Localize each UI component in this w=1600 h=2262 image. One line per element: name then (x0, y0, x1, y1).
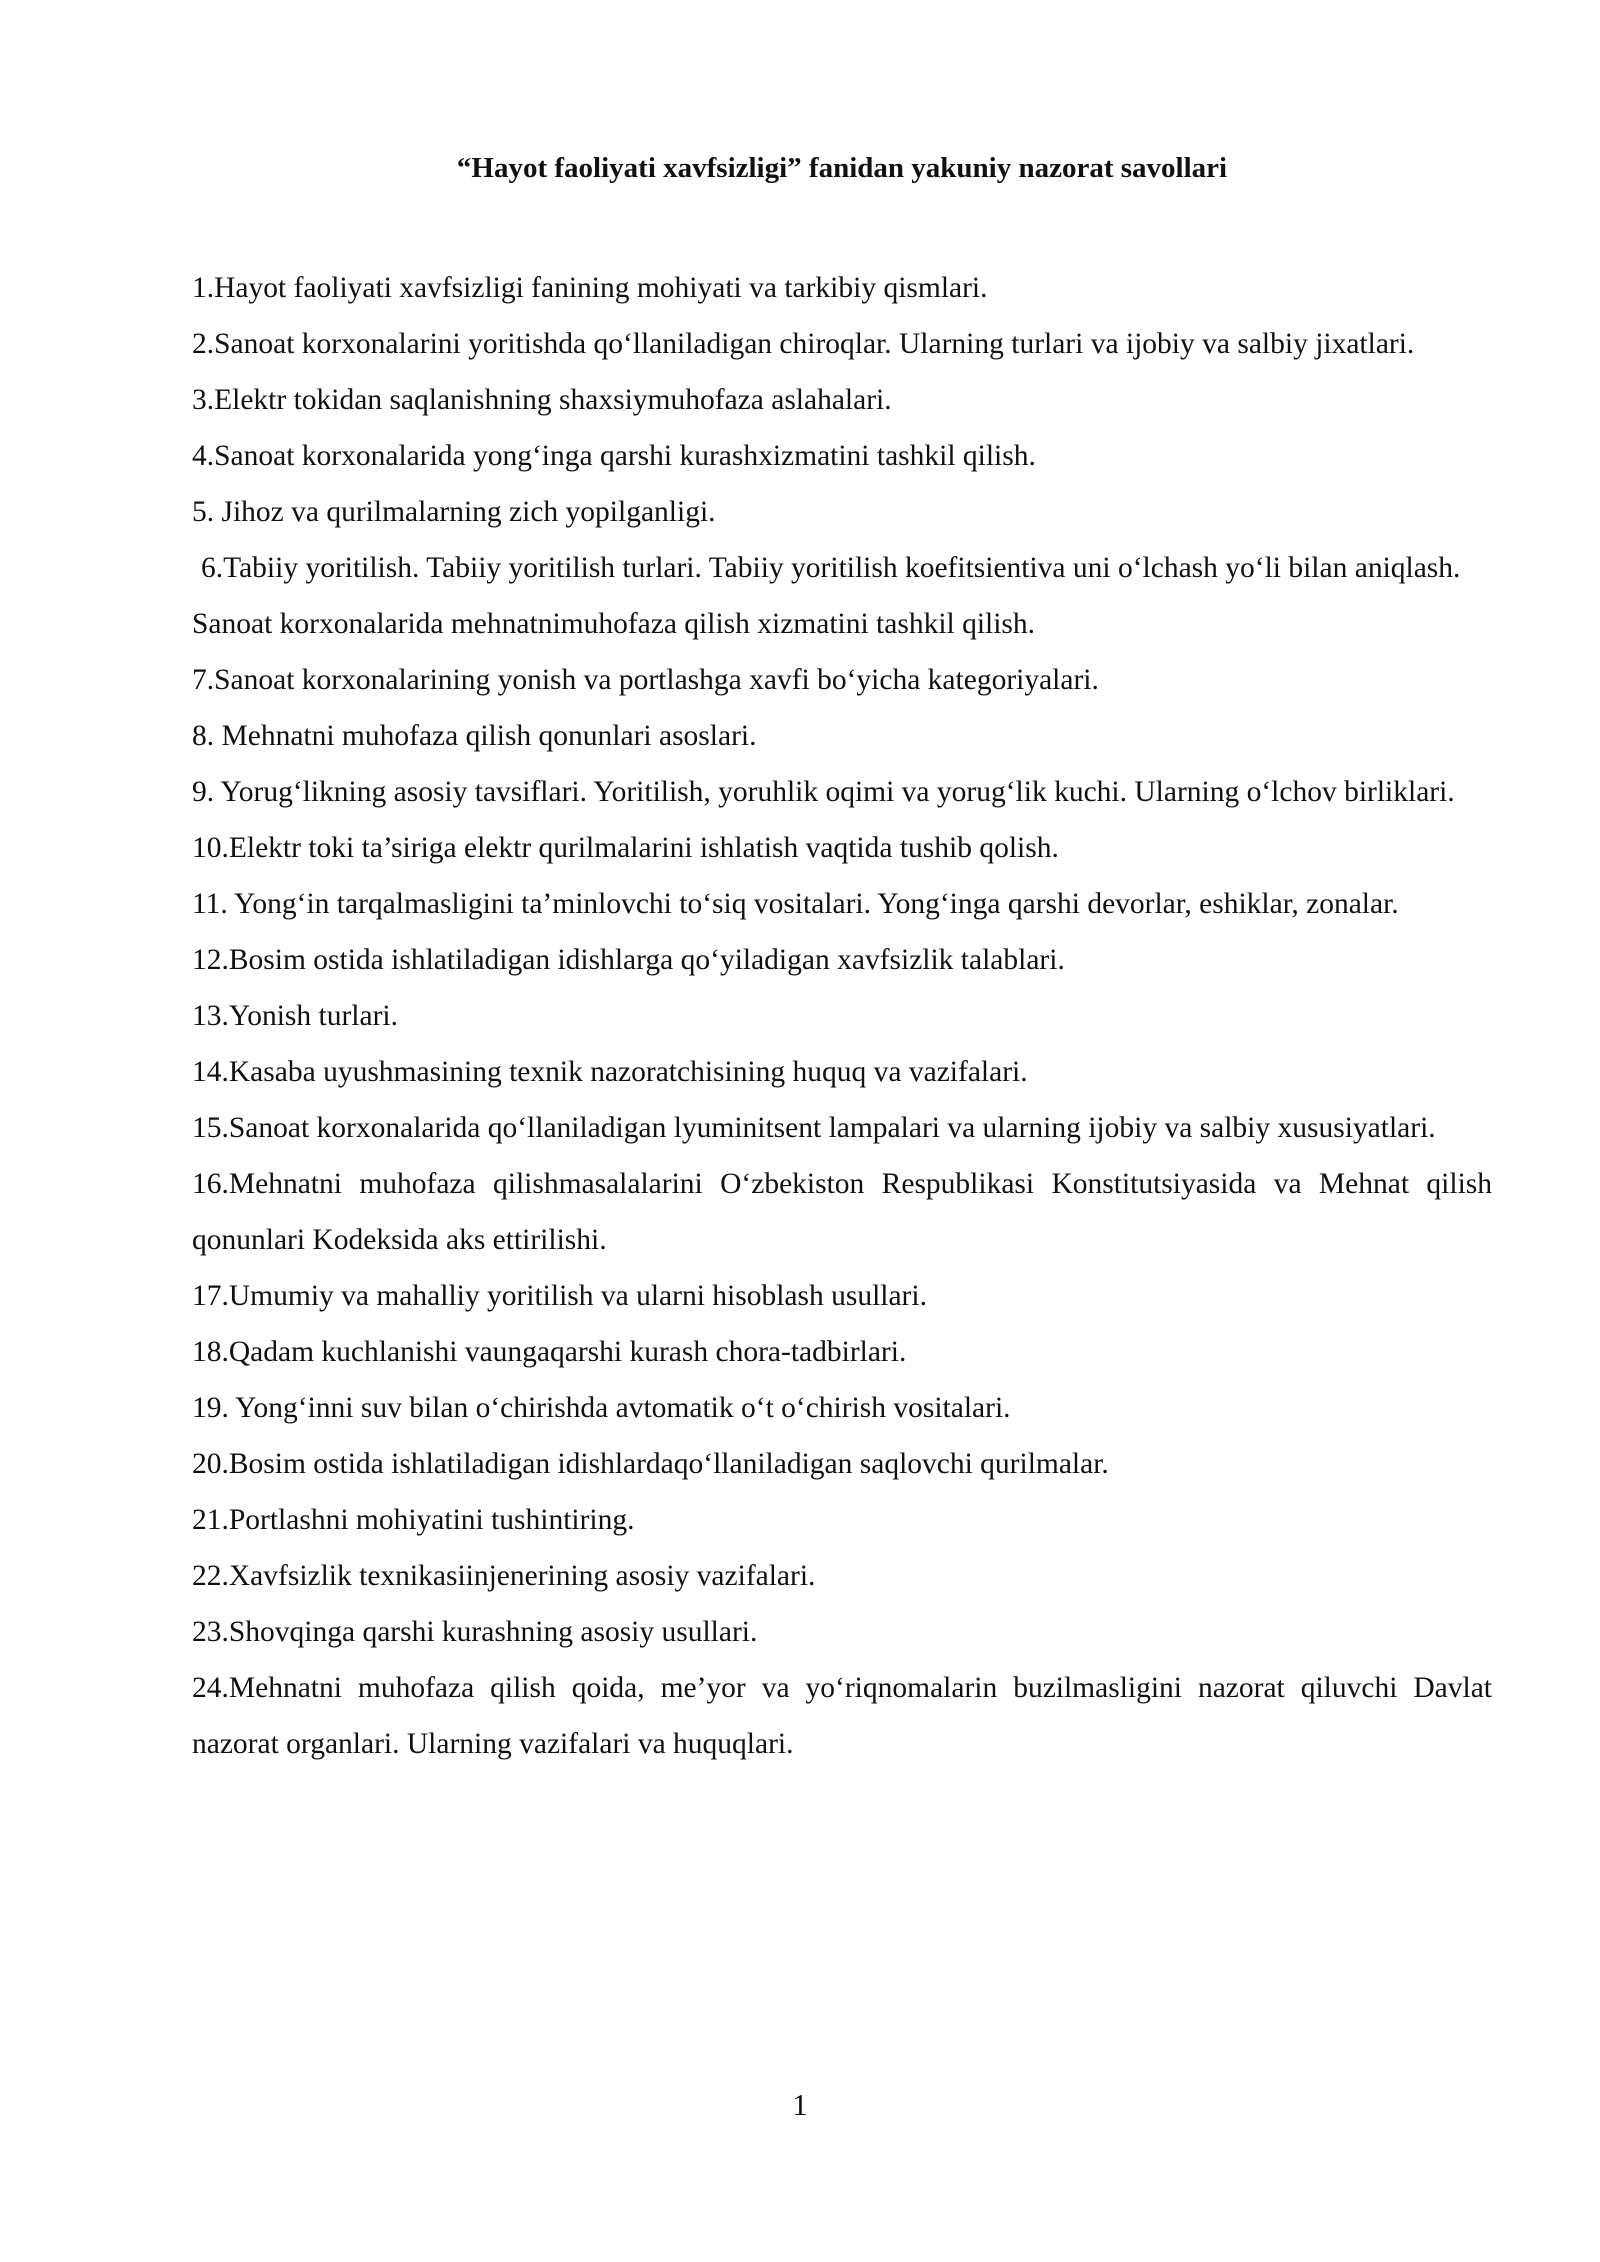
question-item: 22.Xavfsizlik texnikasiinjenerining asosiy vazifalari. (192, 1560, 816, 1592)
question-item: 14.Kasaba uyushmasining texnik nazoratchisining huquq va vazifalari. (192, 1056, 1028, 1088)
question-item: 4.Sanoat korxonalarida yong‘inga qarshi kurashxizmatini tashkil qilish. (192, 440, 1036, 472)
question-item: 16.Mehnatni muhofaza qilishmasalalarini O‘zbekiston Respublikasi Konstitutsiyasida va Mehnat qilish qonunlari Kodeksida aks ettirilishi. (192, 1168, 1492, 1256)
question-item: 20.Bosim ostida ishlatiladigan idishlardaqo‘llaniladigan saqlovchi qurilmalar. (192, 1448, 1109, 1480)
question-item: Sanoat korxonalarida mehnatnimuhofaza qilish xizmatini tashkil qilish. (192, 608, 1036, 640)
question-item: 11. Yong‘in tarqalmasligini ta’minlovchi to‘siq vositalari. Yong‘inga qarshi devorlar, eshiklar, zonalar. (192, 888, 1399, 920)
question-item: 8. Mehnatni muhofaza qilish qonunlari asoslari. (192, 720, 757, 752)
question-item: 5. Jihoz va qurilmalarning zich yopilganligi. (192, 496, 716, 528)
question-item: 19. Yong‘inni suv bilan o‘chirishda avtomatik o‘t o‘chirish vositalari. (192, 1392, 1011, 1424)
question-item: 13.Yonish turlari. (192, 1000, 398, 1032)
question-item: 1.Hayot faoliyati xavfsizligi fanining mohiyati va tarkibiy qismlari. (192, 272, 988, 304)
document-title: “Hayot faoliyati xavfsizligi” fanidan yakuniy nazorat savollari (456, 152, 1228, 184)
question-item: 3.Elektr tokidan saqlanishning shaxsiymuhofaza aslahalari. (192, 384, 892, 416)
question-item: 6.Tabiiy yoritilish. Tabiiy yoritilish turlari. Tabiiy yoritilish koefitsientiva uni o‘lchash yo‘li bilan aniqlash. (201, 552, 1461, 584)
question-item: 23.Shovqinga qarshi kurashning asosiy usullari. (192, 1616, 758, 1648)
question-item: 17.Umumiy va mahalliy yoritilish va ularni hisoblash usullari. (192, 1280, 927, 1312)
questions-list (192, 260, 1492, 1772)
question-item: 7.Sanoat korxonalarining yonish va portlashga xavfi bo‘yicha kategoriyalari. (192, 664, 1099, 696)
question-item: 15.Sanoat korxonalarida qo‘llaniladigan lyuminitsent lampalari va ularning ijobiy va salbiy xususiyatlari. (192, 1112, 1436, 1144)
question-item: 21.Portlashni mohiyatini tushintiring. (192, 1504, 635, 1536)
question-item: 9. Yorug‘likning asosiy tavsiflari. Yoritilish, yoruhlik oqimi va yorug‘lik kuchi. Ularning o‘lchov birliklari. (192, 776, 1455, 808)
page-number: 1 (792, 2087, 808, 2122)
question-item: 18.Qadam kuchlanishi vaungaqarshi kurash chora-tadbirlari. (192, 1336, 907, 1368)
question-item: 12.Bosim ostida ishlatiladigan idishlarga qo‘yiladigan xavfsizlik talablari. (192, 944, 1065, 976)
question-item: 24.Mehnatni muhofaza qilish qoida, me’yor va yo‘riqnomalarin buzilmasligini nazorat qiluvchi Davlat nazorat organlari. Ularning vazifalari va huquqlari. (192, 1672, 1492, 1760)
question-item: 10.Elektr toki ta’siriga elektr qurilmalarini ishlatish vaqtida tushib qolish. (192, 832, 1059, 864)
question-item: 2.Sanoat korxonalarini yoritishda qo‘llaniladigan chiroqlar. Ularning turlari va ijobiy va salbiy jixatlari. (192, 328, 1415, 360)
